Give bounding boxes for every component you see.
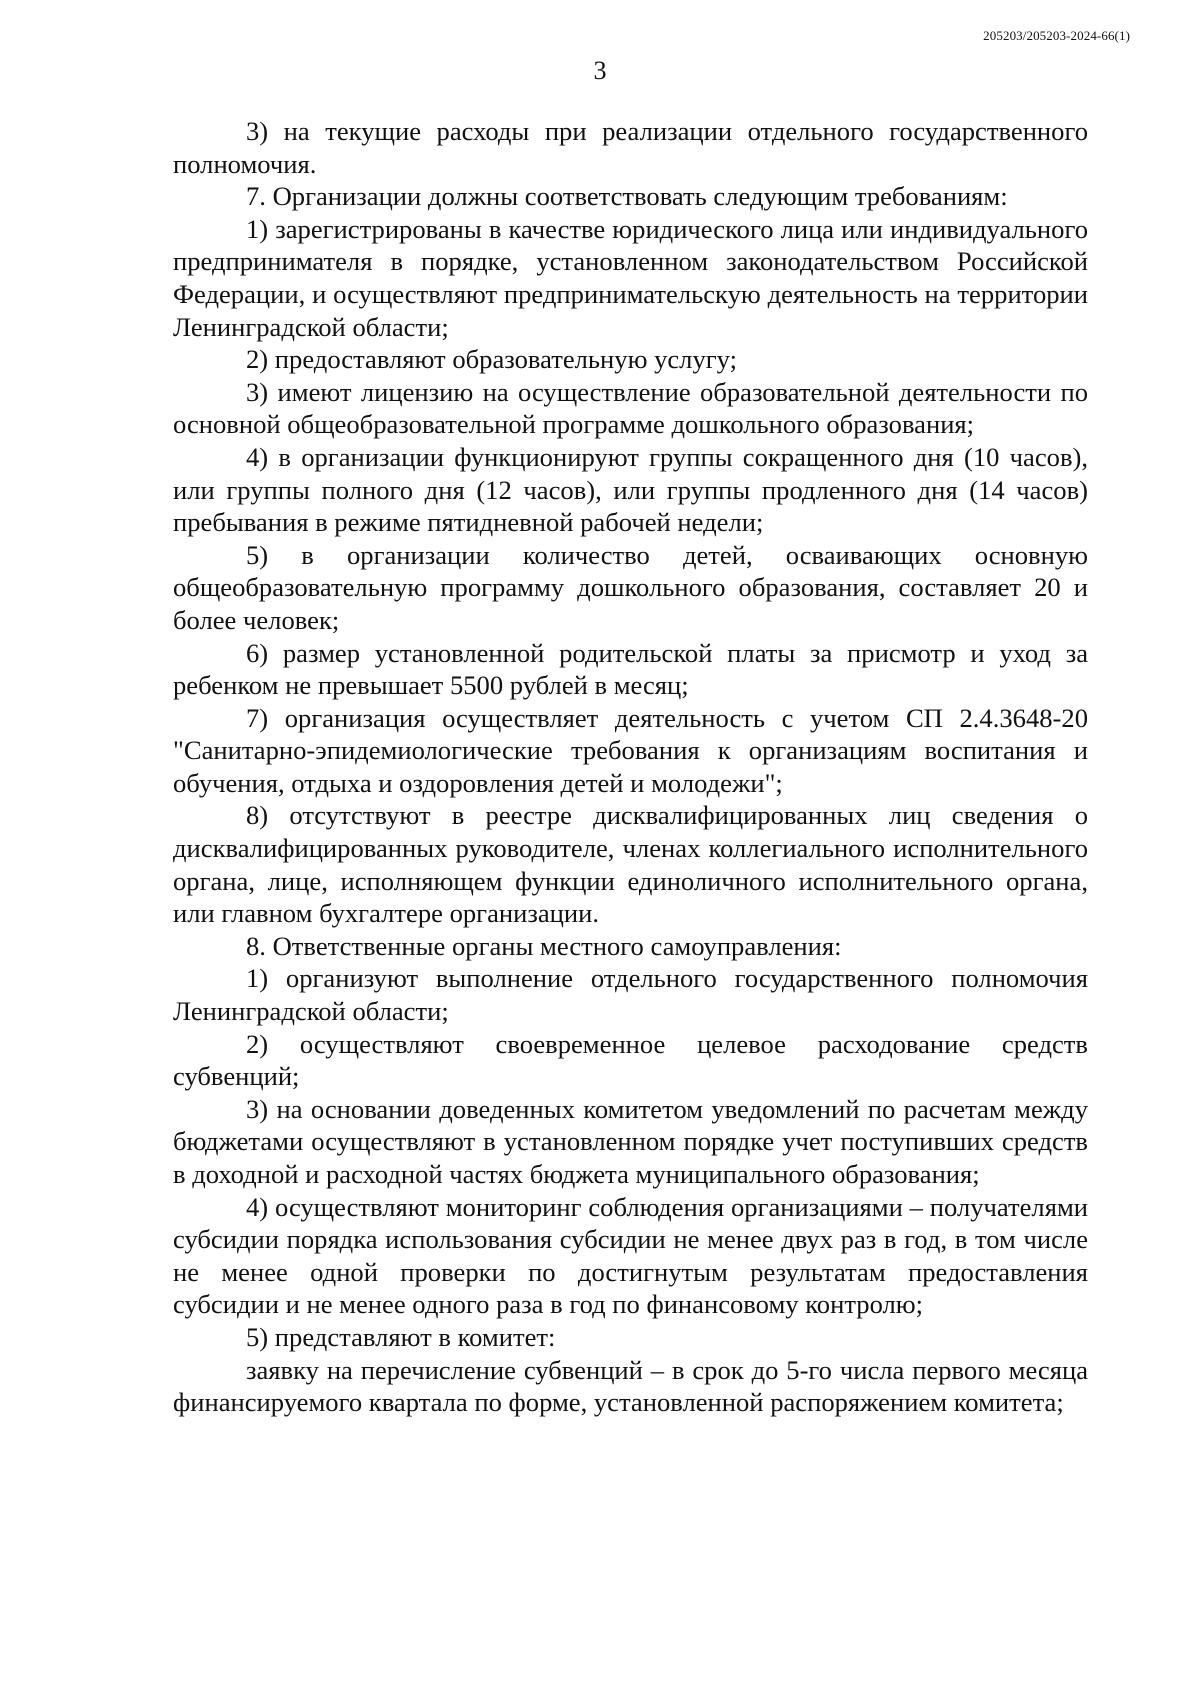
list-item: 2) осуществляют своевременное целевое расходование средств субвенций; [173,1028,1088,1092]
list-item: 5) в организации количество детей, осваивающих основную общеобразовательную программу дошкольного образования, составляет 20 и более человек; [173,539,1088,635]
document-body [173,115,1088,1419]
list-item: 2) предоставляют образовательную услугу; [246,344,737,375]
list-item: 1) организуют выполнение отдельного государственного полномочия Ленинградской области; [173,963,1088,1027]
paragraph: 3) на текущие расходы при реализации отдельного государственного полномочия. [173,116,1088,179]
list-item: 5) представляют в комитет: [246,1321,556,1352]
list-item: 4) в организации функционируют группы сокращенного дня (10 часов), или группы полного дня (12 часов), или группы продленного дня (14 часов) пребывания в режиме пятидневной рабочей недели; [173,441,1088,538]
list-item: 1) зарегистрированы в качестве юридического лица или индивидуального предпринимателя в порядке, установленном законодательством Российской Федерации, и осуществляют предпринимательскую деятельность на территории Ленинградской области; [173,213,1088,342]
list-item: 4) осуществляют мониторинг соблюдения организациями – получателями субсидии порядка использования субсидии не менее двух раз в год, в том числе не менее одной проверки по достигнутым результатам предоставления субсидии и не менее одного раза в год по финансовому контролю; [173,1191,1088,1320]
section-heading: 7. Организации должны соответствовать следующим требованиям: [246,181,1008,212]
list-item: 3) имеют лицензию на осуществление образовательной деятельности по основной общеобразовательной программе дошкольного образования; [173,376,1088,440]
list-item: 8) отсутствуют в реестре дисквалифицированных лиц сведения о дисквалифицированных руководителе, членах коллегиального исполнительного органа, лице, исполняющем функции единоличного исполнительного органа, или главном бухгалтере организации. [173,800,1088,929]
document-registration-number: 205203/205203-2024-66(1) [983,28,1130,43]
list-item: 3) на основании доведенных комитетом уведомлений по расчетам между бюджетами осуществляют в установленном порядке учет поступивших средств в доходной и расходной частях бюджета муниципального образования; [173,1093,1088,1189]
page-number: 3 [593,56,607,85]
section-heading: 8. Ответственные органы местного самоуправления: [246,930,842,961]
list-item: 7) организация осуществляет деятельность с учетом СП 2.4.3648-20 "Санитарно-эпидемиологические требования к организациям воспитания и обучения, отдыха и оздоровления детей и молодежи"; [173,702,1088,798]
paragraph: заявку на перечисление субвенций – в срок до 5-го числа первого месяца финансируемого квартала по форме, установленной распоряжением комитета; [173,1354,1088,1418]
list-item: 6) размер установленной родительской платы за присмотр и уход за ребенком не превышает 5500 рублей в месяц; [173,637,1088,701]
